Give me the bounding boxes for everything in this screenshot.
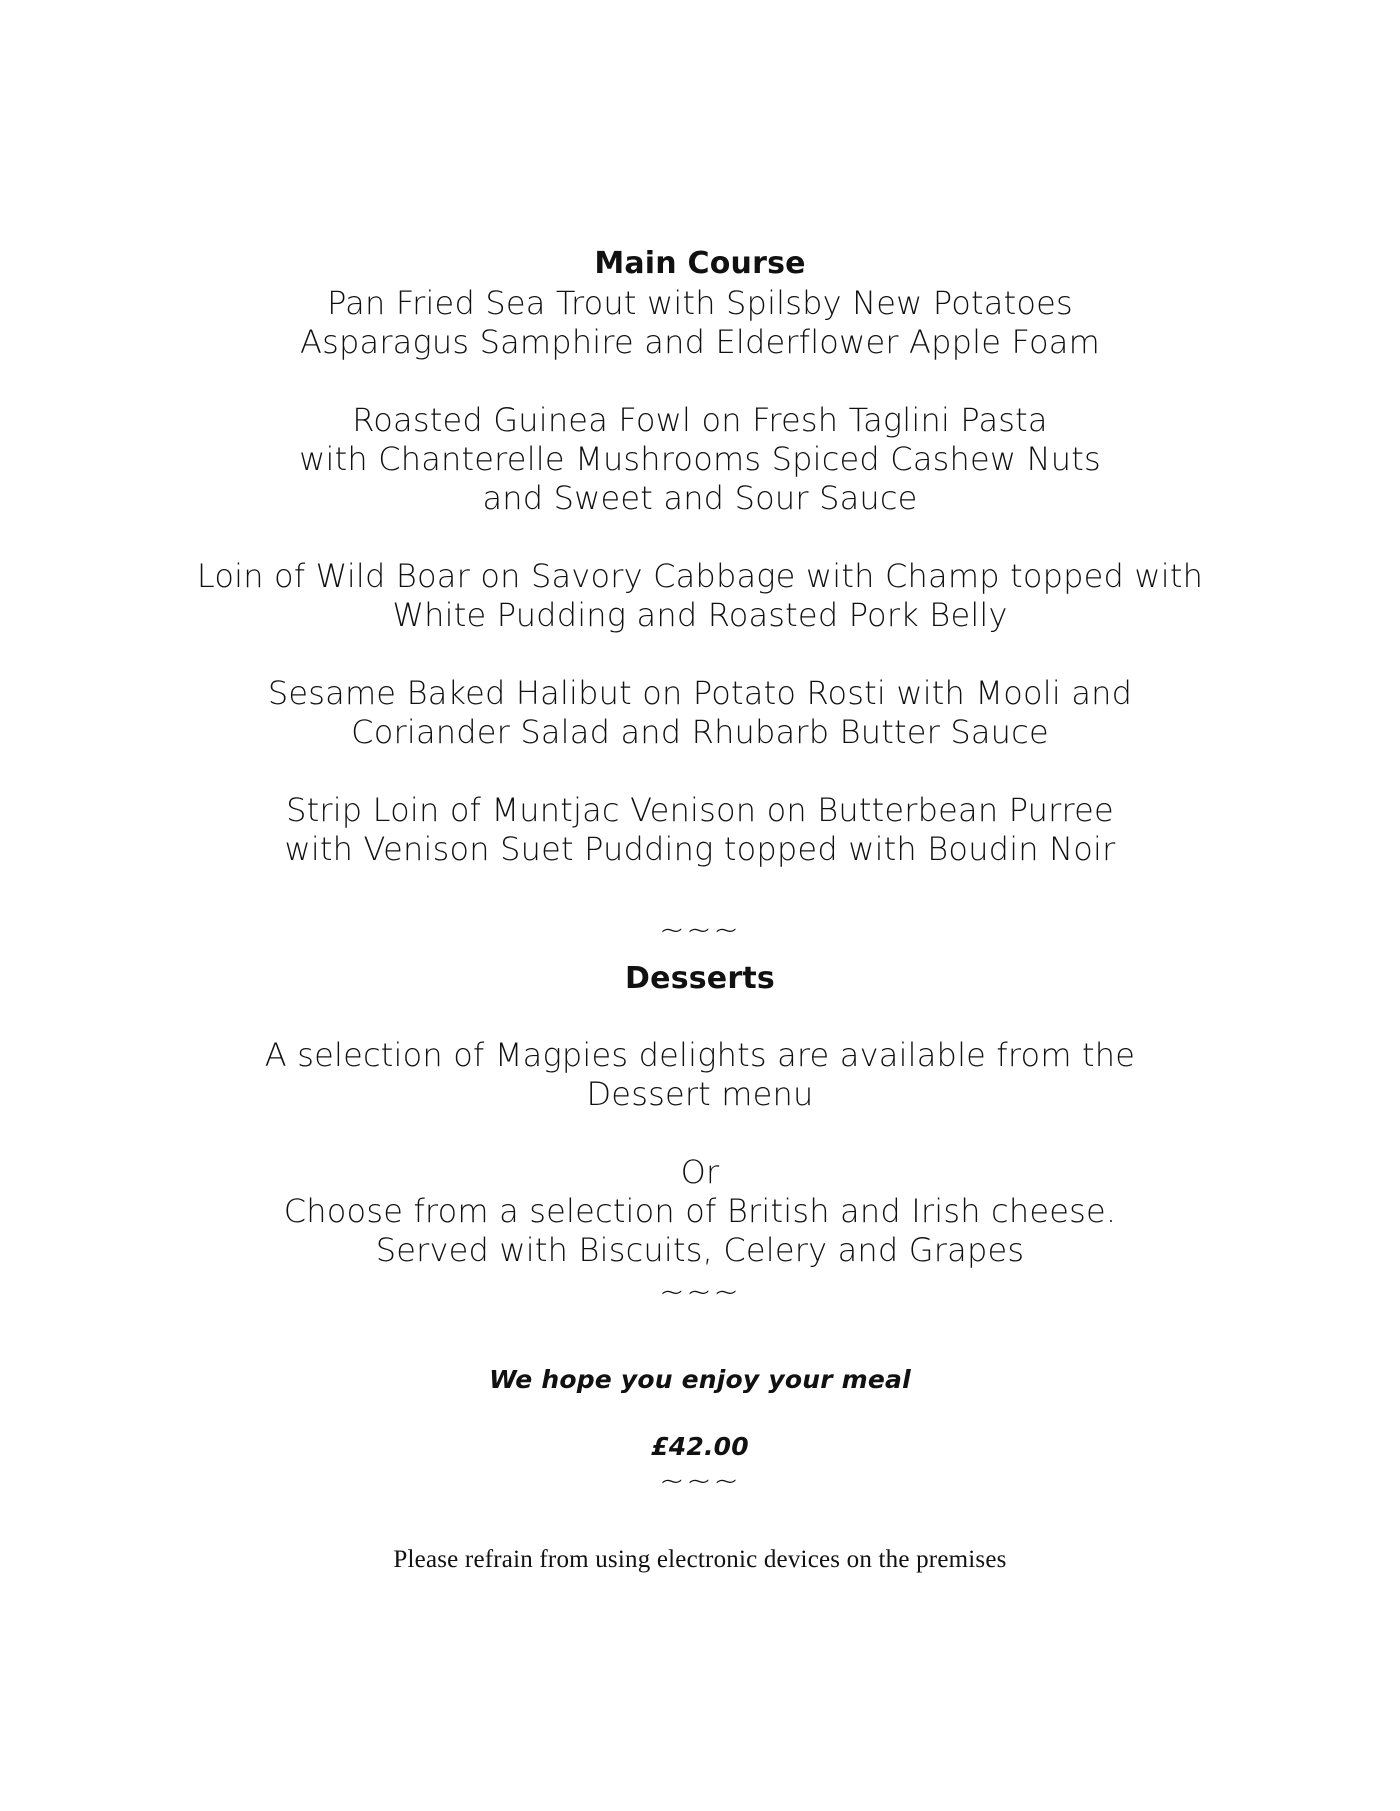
menu-item-line: White Pudding and Roasted Pork Belly xyxy=(392,596,1008,634)
section-separator: ~~~ xyxy=(659,913,741,948)
main-course-heading: Main Course xyxy=(594,246,806,281)
menu-price: £42.00 xyxy=(651,1432,749,1461)
menu-item-line: Loin of Wild Boar on Savory Cabbage with Champ topped with xyxy=(196,557,1204,595)
dessert-line: A selection of Magpies delights are available from the xyxy=(264,1036,1136,1074)
closing-message: We hope you enjoy your meal xyxy=(489,1365,911,1394)
dessert-line: Dessert menu xyxy=(586,1075,814,1113)
section-separator: ~~~ xyxy=(659,1464,741,1499)
section-separator: ~~~ xyxy=(659,1275,741,1310)
dessert-line: Served with Biscuits, Celery and Grapes xyxy=(375,1231,1025,1269)
menu-item-line: Asparagus Samphire and Elderflower Apple Foam xyxy=(300,323,1100,361)
menu-item-line: Pan Fried Sea Trout with Spilsby New Potatoes xyxy=(327,284,1073,322)
menu-item-line: and Sweet and Sour Sauce xyxy=(482,479,918,517)
devices-notice: Please refrain from using electronic devices on the premises xyxy=(393,1546,1007,1573)
dessert-line: Or xyxy=(680,1153,720,1191)
menu-item-line: Roasted Guinea Fowl on Fresh Taglini Pasta xyxy=(352,401,1048,439)
desserts-heading: Desserts xyxy=(625,961,775,996)
menu-item-line: Strip Loin of Muntjac Venison on Butterbean Purree xyxy=(286,791,1114,829)
dessert-line: Choose from a selection of British and Irish cheese. xyxy=(283,1192,1117,1230)
menu-item-line: with Venison Suet Pudding topped with Boudin Noir xyxy=(284,830,1116,868)
menu-item-line: Sesame Baked Halibut on Potato Rosti with Mooli and xyxy=(267,674,1133,712)
menu-item-line: with Chanterelle Mushrooms Spiced Cashew Nuts xyxy=(299,440,1101,478)
menu-item-line: Coriander Salad and Rhubarb Butter Sauce xyxy=(351,713,1049,751)
